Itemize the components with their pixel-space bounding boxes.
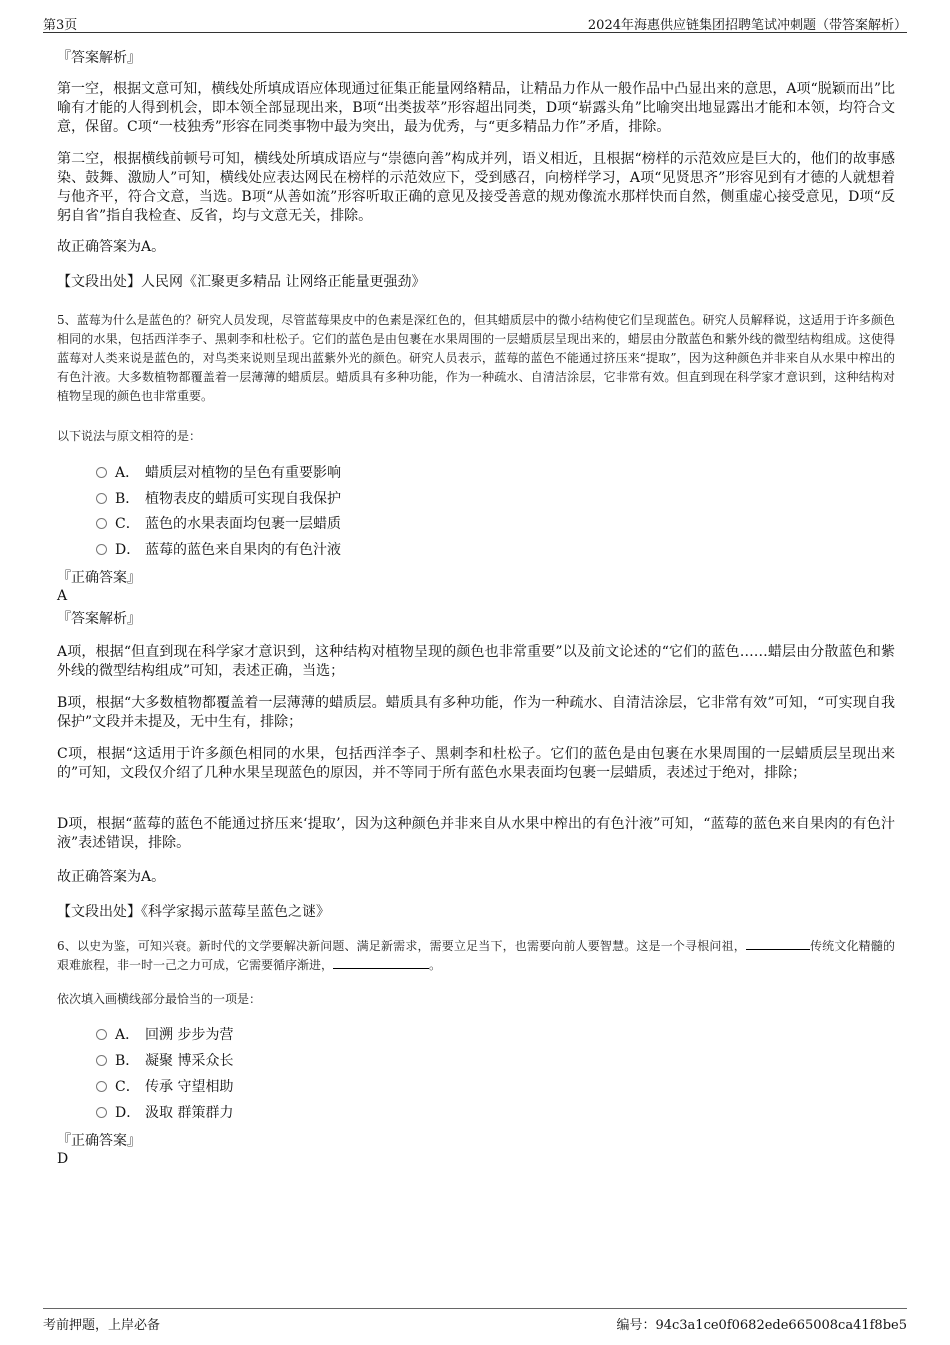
option-text: 蜡质层对植物的呈色有重要影响 [145, 465, 341, 481]
q5-analysis-c: C项，根据“这适用于许多颜色相同的水果，包括西洋李子、黑刺李和杜松子。它们的蓝色是由包裹在水果周围的一层蜡质层呈现出来的”可知，文段仅介绍了几种水果呈现蓝色的原因，并不等同于所有蓝色水果表面均包裹一层蜡质，表述过于绝对，排除； [57, 746, 895, 781]
document-title: 2024年海惠供应链集团招聘笔试冲刺题（带答案解析） [587, 18, 907, 33]
q5-prompt: 以下说法与原文相符的是： [57, 429, 202, 443]
q4-source: 【文段出处】人民网《汇聚更多精品 让网络正能量更强劲》 [57, 274, 426, 290]
q5-analysis-heading: 『答案解析』 [57, 611, 141, 627]
q6-stem-part-2: 传统文化精髓的艰难旅程，非一时一己之力可成，它需要循序渐进， [57, 939, 895, 972]
radio-icon[interactable] [96, 1081, 107, 1092]
q5-answer-heading: 『正确答案』 [57, 570, 141, 586]
option-key: C． [115, 516, 140, 532]
radio-icon[interactable] [96, 1029, 107, 1040]
option-key: D． [115, 1105, 141, 1121]
q4-conclusion: 故正确答案为A。 [57, 239, 166, 255]
q5-option-c[interactable] [96, 514, 341, 534]
option-key: D． [115, 542, 141, 558]
fill-blank-1 [746, 937, 810, 950]
footer-slogan: 考前押题，上岸必备 [43, 1318, 161, 1333]
q5-option-b[interactable] [96, 489, 341, 509]
radio-icon[interactable] [96, 544, 107, 555]
q6-stem [57, 937, 895, 975]
option-text: 凝聚 博采众长 [145, 1053, 234, 1069]
q5-analysis-d: D项，根据“蓝莓的蓝色不能通过挤压来‘提取’，因为这种颜色并非来自从水果中榨出的有色汁液”可知，“蓝莓的蓝色来自果肉的有色汁液”表述错误，排除。 [57, 816, 895, 851]
q5-answer: A [57, 588, 68, 604]
option-key: B． [115, 1053, 140, 1069]
q6-stem-part-1: 6、以史为鉴，可知兴衰。新时代的文学要解决新问题、满足新需求，需要立足当下，也需要向前人要智慧。这是一个寻根问祖， [57, 939, 746, 953]
q6-answer-heading: 『正确答案』 [57, 1133, 141, 1149]
q6-option-a[interactable] [96, 1025, 233, 1045]
q6-answer: D [57, 1151, 69, 1167]
option-text: 蓝莓的蓝色来自果肉的有色汁液 [145, 542, 341, 558]
q4-analysis-para-2: 第二空，根据横线前顿号可知，横线处所填成语应与“崇德向善”构成并列，语义相近，且根据“榜样的示范效应是巨大的，他们的故事感染、鼓舞、激励人”可知，横线处应表达网民在榜样的示范效应下，受到感召，向榜样学习，A项“见贤思齐”形容见到有才德的人就想着与他齐平，符合文意，当选。B项“从善如流”形容听取正确的意见及接受善意的规劝像流水那样快而自然，侧重虚心接受意见，D项“反躬自省”指自我检查、反省，均与文意无关，排除。 [57, 151, 895, 224]
radio-icon[interactable] [96, 493, 107, 504]
q5-analysis-a: A项，根据“但直到现在科学家才意识到，这种结构对植物呈现的颜色也非常重要”以及前文论述的“它们的蓝色……蜡层由分散蓝色和紫外线的微型结构组成”可知，表述正确，当选； [57, 644, 895, 679]
option-key: B． [115, 491, 140, 507]
q5-option-d[interactable] [96, 540, 341, 560]
q5-source: 【文段出处】《科学家揭示蓝莓呈蓝色之谜》 [57, 904, 330, 920]
option-text: 回溯 步步为营 [145, 1027, 234, 1043]
q6-option-c[interactable] [96, 1077, 233, 1097]
radio-icon[interactable] [96, 1055, 107, 1066]
q5-stem: 5、蓝莓为什么是蓝色的？研究人员发现，尽管蓝莓果皮中的色素是深红色的，但其蜡质层中的微小结构使它们呈现蓝色。研究人员解释说，这适用于许多颜色相同的水果，包括西洋李子、黑刺李和杜松子。它们的蓝色是由包裹在水果周围的一层蜡质层呈现出来的，蜡层由分散蓝色和紫外线的微型结构组成。这使得蓝莓对人类来说是蓝色的，对鸟类来说则呈现出蓝紫外光的颜色。研究人员表示，蓝莓的蓝色不能通过挤压来“提取”，因为这种颜色并非来自从水果中榨出的有色汁液。大多数植物都覆盖着一层薄薄的蜡质层。蜡质具有多种功能，作为一种疏水、自清洁涂层，它非常有效。但直到现在科学家才意识到，这种结构对植物呈现的颜色也非常重要。 [57, 313, 895, 403]
radio-icon[interactable] [96, 518, 107, 529]
q6-option-b[interactable] [96, 1051, 233, 1071]
option-key: A． [115, 465, 140, 481]
option-key: A． [115, 1027, 140, 1043]
option-key: C． [115, 1079, 140, 1095]
footer-serial: 编号：94c3a1ce0f0682ede665008ca41f8be5 [616, 1318, 907, 1333]
q6-stem-end: 。 [429, 958, 442, 972]
option-text: 植物表皮的蜡质可实现自我保护 [145, 491, 341, 507]
q5-conclusion: 故正确答案为A。 [57, 869, 166, 885]
q4-analysis-para-1: 第一空，根据文意可知，横线处所填成语应体现通过征集正能量网络精品，让精品力作从一般作品中凸显出来的意思，A项“脱颖而出”比喻有才能的人得到机会，即本领全部显现出来，B项“出类拔萃”形容超出同类，D项“崭露头角”比喻突出地显露出才能和本领，均符合文意，保留。C项“一枝独秀”形容在同类事物中最为突出，最为优秀，与“更多精品力作”矛盾，排除。 [57, 81, 895, 135]
q6-option-d[interactable] [96, 1103, 233, 1123]
q6-prompt: 依次填入画横线部分最恰当的一项是： [57, 992, 262, 1006]
q5-option-a[interactable] [96, 463, 341, 483]
option-text: 传承 守望相助 [145, 1079, 234, 1095]
fill-blank-2 [333, 956, 429, 969]
radio-icon[interactable] [96, 467, 107, 478]
option-text: 汲取 群策群力 [145, 1105, 234, 1121]
option-text: 蓝色的水果表面均包裹一层蜡质 [145, 516, 341, 532]
radio-icon[interactable] [96, 1107, 107, 1118]
q5-analysis-b: B项，根据“大多数植物都覆盖着一层薄薄的蜡质层。蜡质具有多种功能，作为一种疏水、自清洁涂层，它非常有效”可知，“可实现自我保护”文段并未提及，无中生有，排除； [57, 695, 895, 730]
page-footer [43, 1308, 907, 1333]
page-header [43, 12, 907, 33]
page-number: 第3页 [43, 18, 78, 33]
q4-analysis-heading: 『答案解析』 [57, 50, 141, 66]
